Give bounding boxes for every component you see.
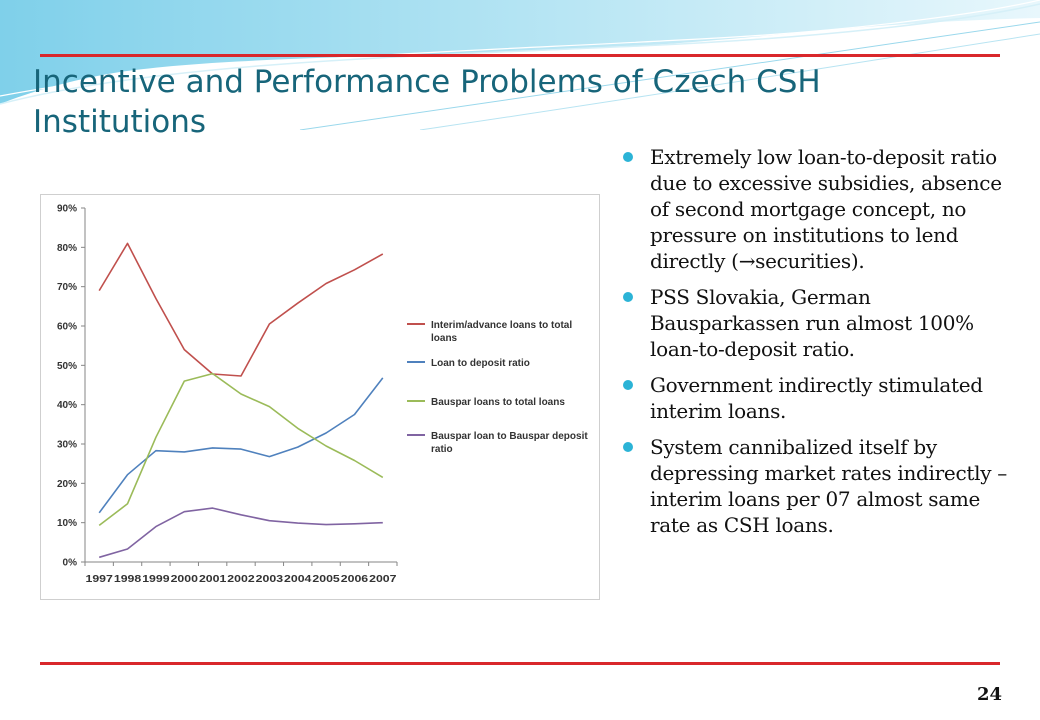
bullet-icon <box>623 292 633 302</box>
y-tick-label: 20% <box>56 478 77 490</box>
bullet-item <box>622 144 1022 274</box>
x-tick-label: 2002 <box>227 574 256 585</box>
slide-title: Incentive and Performance Problems of Czech CSH Institutions <box>33 64 821 140</box>
bottom-red-rule <box>40 662 1000 665</box>
y-tick-label: 30% <box>56 439 77 451</box>
y-tick-label: 40% <box>56 400 77 412</box>
x-tick-label: 2003 <box>255 574 284 585</box>
bullet-icon <box>623 442 633 452</box>
series-line <box>99 378 383 513</box>
chart-canvas <box>41 195 599 599</box>
bullet-list <box>622 144 1022 548</box>
bullet-item <box>622 434 1022 538</box>
x-tick-label: 1999 <box>142 574 171 585</box>
line-chart <box>40 194 600 600</box>
bullet-text: Government indirectly stimulated interim loans. <box>650 373 983 423</box>
x-tick-label: 1997 <box>85 574 114 585</box>
bullet-text: Extremely low loan-to-deposit ratio due to excessive subsidies, absence of second mortgage concept, no pressure on institutions to lend directly (→securities). <box>650 145 1002 273</box>
x-tick-label: 2000 <box>170 574 199 585</box>
y-tick-label: 0% <box>62 557 77 569</box>
y-tick-label: 70% <box>56 282 77 294</box>
bullet-icon <box>623 152 633 162</box>
legend-label <box>431 397 565 408</box>
legend-label <box>431 431 588 455</box>
y-tick-label: 10% <box>56 518 77 530</box>
legend-label <box>431 320 572 344</box>
legend-label-line: Bauspar loan to Bauspar deposit <box>431 431 588 442</box>
x-tick-label: 1998 <box>113 574 142 585</box>
series-line <box>99 508 383 557</box>
bullet-text: PSS Slovakia, German Bausparkassen run almost 100% loan-to-deposit ratio. <box>650 285 974 361</box>
bullet-text: System cannibalized itself by depressing market rates indirectly – interim loans per 07 almost same rate as CSH loans. <box>650 435 1007 537</box>
x-tick-label: 2006 <box>340 574 369 585</box>
top-red-rule <box>40 54 1000 57</box>
legend-label <box>431 358 530 369</box>
legend-label-line: ratio <box>431 444 453 455</box>
series-line <box>99 243 383 376</box>
y-tick-label: 80% <box>56 242 77 254</box>
y-tick-label: 90% <box>56 203 77 215</box>
legend-label-line: loans <box>431 333 458 344</box>
bullet-item <box>622 372 1022 424</box>
x-tick-label: 2001 <box>198 574 227 585</box>
legend-label-line: Loan to deposit ratio <box>431 358 530 369</box>
x-tick-label: 2007 <box>369 574 398 585</box>
bullet-item <box>622 284 1022 362</box>
page-number: 24 <box>976 684 1002 705</box>
x-tick-label: 2005 <box>312 574 341 585</box>
legend-label-line: Bauspar loans to total loans <box>431 397 565 408</box>
x-tick-label: 2004 <box>284 574 312 585</box>
bullet-icon <box>623 380 633 390</box>
legend-label-line: Interim/advance loans to total <box>431 320 573 331</box>
y-tick-label: 50% <box>56 360 77 372</box>
y-tick-label: 60% <box>56 321 77 333</box>
